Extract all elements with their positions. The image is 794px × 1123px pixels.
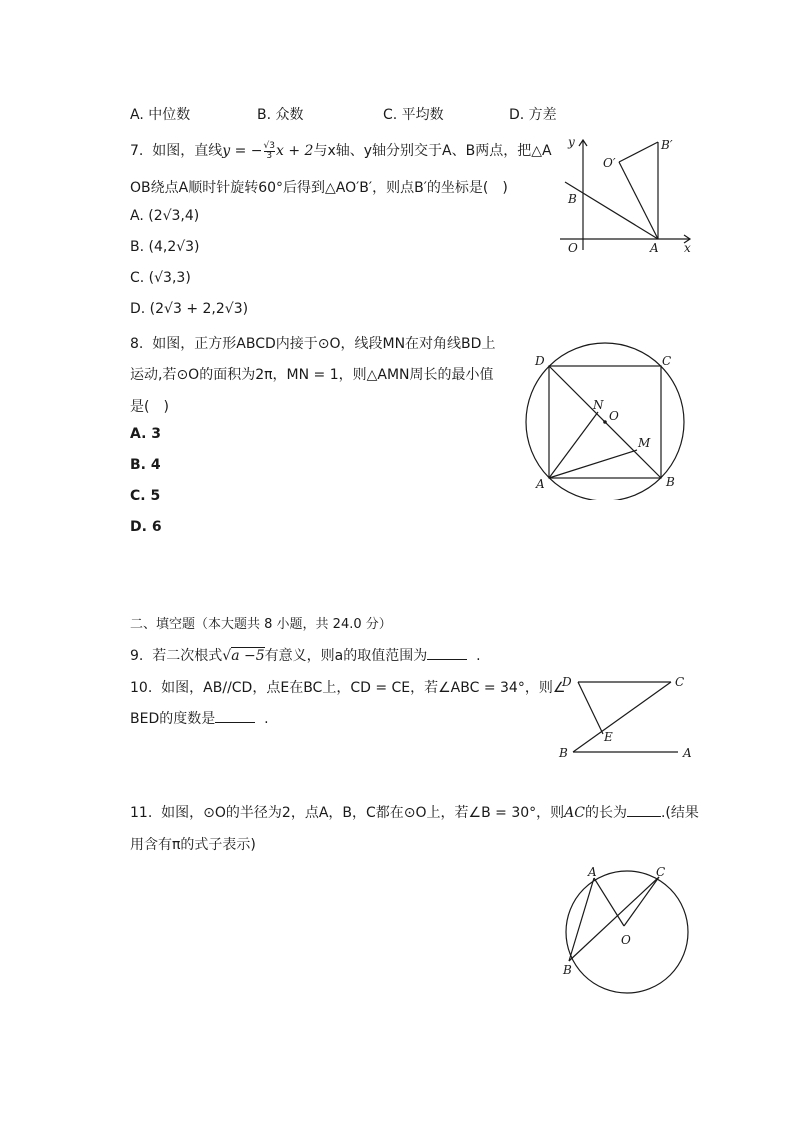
q8-center-dot [603, 420, 607, 424]
q8-number: 8. [130, 336, 144, 352]
q7-frac-num: √3 [263, 140, 276, 151]
q9-text-a: 若二次根式 [152, 648, 223, 664]
q7-line2: OB绕点A顺时针旋转60°后得到△AO′B′，则点B′的坐标是( ) [130, 180, 508, 196]
section-title: 二、填空题（本大题共 8 小题，共 24.0 分） [130, 617, 392, 632]
q11-segment-oc [624, 877, 659, 926]
q7-label-o-prime: O′ [603, 156, 616, 170]
q11-circle [566, 871, 688, 993]
q11-text-c: .(结果 [660, 805, 699, 821]
q7-text-a: 如图，直线 [152, 143, 223, 159]
q6-option-d: D. 方差 [509, 107, 557, 123]
q7-text-b: 与x轴、y轴分别交于A、B两点，把△A [313, 143, 552, 159]
q8-line2: 运动,若⊙O的面积为2π，MN = 1，则△AMN周长的最小值 [130, 367, 494, 383]
q8-label-o: O [609, 409, 619, 423]
q11-line2: 用含有π的式子表示) [130, 837, 256, 853]
q7-number: 7. [130, 143, 144, 159]
q7-option-b: B. (4,2√3) [130, 239, 200, 255]
q11-text-a: 如图，⊙O的半径为2，点A，B，C都在⊙O上，若∠B = 30°，则 [161, 805, 565, 821]
q8-option-b: B. 4 [130, 457, 161, 473]
q7-line1 [130, 140, 552, 161]
q7-label-o: O [568, 241, 578, 255]
q10-line-de [578, 682, 603, 734]
q7-frac-den: 3 [266, 150, 273, 161]
q7-segment-ob [619, 142, 658, 162]
q10-text-2: BED的度数是 [130, 711, 216, 727]
q10-label-c: C [675, 675, 685, 689]
q8-label-a: A [536, 477, 545, 491]
q8-label-m: M [638, 436, 651, 450]
q9-radicand: a −5 [231, 648, 265, 664]
q7-option-d: D. (2√3 + 2,2√3) [130, 301, 249, 317]
q11-number: 11. [130, 805, 153, 821]
q7-option-a: A. (2√3,4) [130, 208, 200, 224]
q10-label-d: D [562, 675, 572, 689]
q11-label-a: A [588, 865, 597, 879]
q8-figure [520, 338, 698, 500]
q7-label-b-prime: B′ [661, 138, 673, 152]
q6-option-a: A. 中位数 [130, 107, 191, 123]
q8-line1 [130, 333, 495, 353]
q10-text-1: 如图，AB//CD，点E在BC上，CD = CE，若∠ABC = 34°，则∠ [161, 680, 566, 696]
q11-figure [555, 860, 695, 1000]
q10-label-e: E [604, 730, 613, 744]
q7-option-c: C. (√3,3) [130, 270, 191, 286]
q10-number: 10. [130, 680, 153, 696]
q9-line [130, 645, 481, 665]
q8-text-1: 如图，正方形ABCD内接于⊙O，线段MN在对角线BD上 [152, 336, 496, 352]
q6-option-b: B. 众数 [257, 107, 304, 123]
q10-line1 [130, 677, 565, 697]
q10-figure [553, 668, 698, 764]
q11-label-o: O [621, 933, 631, 947]
q8-line3: 是( ) [130, 399, 169, 415]
q8-label-c: C [662, 354, 672, 368]
q10-label-a: A [683, 746, 692, 760]
q8-label-n: N [593, 398, 604, 412]
q8-segment-am [549, 450, 637, 478]
q10-answer-blank[interactable] [215, 722, 255, 723]
q7-label-y: y [568, 135, 575, 149]
q8-option-d: D. 6 [130, 519, 162, 535]
q9-number: 9. [130, 648, 144, 664]
q10-line2 [130, 708, 269, 728]
q8-label-b: B [666, 475, 675, 489]
q11-text-b: 的长为 [584, 805, 627, 821]
q11-answer-blank[interactable] [627, 816, 661, 817]
q11-arc-label: AC [564, 805, 585, 821]
q11-line1 [130, 802, 699, 822]
q11-label-c: C [656, 865, 666, 879]
q9-answer-blank[interactable] [427, 659, 467, 660]
q8-segment-an [549, 412, 598, 478]
q8-option-c: C. 5 [130, 488, 161, 504]
q8-label-d: D [535, 354, 545, 368]
q7-figure [555, 132, 700, 257]
q7-label-x: x [684, 241, 691, 255]
q6-option-c: C. 平均数 [383, 107, 444, 123]
q11-label-b: B [563, 963, 572, 977]
q10-line-bc [573, 682, 671, 752]
q7-label-a: A [650, 241, 659, 255]
q9-radical: √a −5 [222, 648, 265, 664]
q7-expr-y: y = − [222, 143, 263, 159]
q7-expr-rest: x + 2 [276, 143, 314, 159]
q9-text-b: 有意义，则a的取值范围为 [264, 648, 428, 664]
q11-segment-ao [594, 878, 624, 926]
q10-period: . [264, 711, 269, 727]
q8-option-a: A. 3 [130, 426, 162, 442]
q7-label-b: B [568, 192, 577, 206]
q7-fraction [264, 142, 275, 161]
q9-period: . [476, 648, 481, 664]
q10-label-b: B [559, 746, 568, 760]
